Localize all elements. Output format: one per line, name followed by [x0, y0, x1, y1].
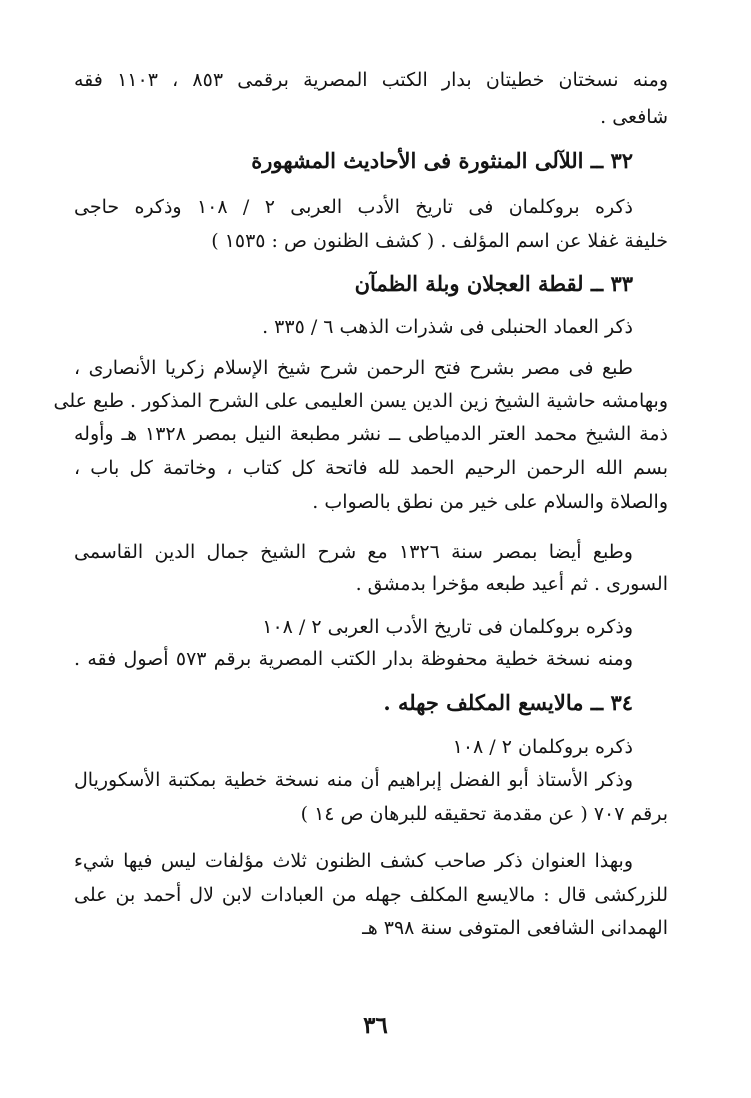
text-line: الهمدانى الشافعى المتوفى سنة ٣٩٨ هـ — [362, 917, 668, 939]
text-line: ذكر العماد الحنبلى فى شذرات الذهب ٦ / ٣٣٥ . — [262, 316, 633, 338]
text-line: ومنه نسخة خطية محفوظة بدار الكتب المصرية برقم ٥٧٣ أصول فقه . — [74, 648, 633, 670]
text-line: طبع فى مصر بشرح فتح الرحمن شرح شيخ الإسلام زكريا الأنصارى ، — [74, 357, 633, 379]
section-heading-34: ٣٤ ــ مالايسع المكلف جهله . — [383, 690, 633, 715]
text-line: وذكر الأستاذ أبو الفضل إبراهيم أن منه نسخة خطية بمكتبة الأسكوريال — [74, 769, 633, 791]
text-line: ومنه نسختان خطيتان بدار الكتب المصرية برقمى ٨٥٣ ، ١١٠٣ فقه — [74, 69, 668, 91]
text-line: ذمة الشيخ محمد العتر الدمياطى ــ نشر مطبعة النيل بمصر ١٣٢٨ هـ وأوله — [74, 423, 668, 445]
text-line: وبهذا العنوان ذكر صاحب كشف الظنون ثلاث مؤلفات ليس فيها شيء — [74, 850, 633, 872]
section-heading-33: ٣٣ ــ لقطة العجلان وبلة الظمآن — [354, 271, 633, 296]
text-line: ذكره بروكلمان ٢ / ١٠٨ — [452, 736, 633, 758]
text-line: ذكره بروكلمان فى تاريخ الأدب العربى ٢ / ١٠٨ وذكره حاجى — [74, 196, 633, 218]
text-line: وذكره بروكلمان فى تاريخ الأدب العربى ٢ / ١٠٨ — [262, 616, 633, 638]
text-line: وبهامشه حاشية الشيخ زين الدين يسن العليمى على الشرح المذكور . طبع على — [53, 390, 668, 412]
text-line: برقم ٧٠٧ ( عن مقدمة تحقيقه للبرهان ص ١٤ ) — [300, 803, 668, 825]
text-line: خليفة غفلا عن اسم المؤلف . ( كشف الظنون ص : ١٥٣٥ ) — [211, 230, 668, 252]
text-line: شافعى . — [600, 106, 668, 128]
text-line: السورى . ثم أعيد طبعه مؤخرا بدمشق . — [355, 573, 668, 595]
text-line: للزركشى قال : مالايسع المكلف جهله من العبادات لابن لال أحمد بن على — [74, 884, 668, 906]
text-line: بسم الله الرحمن الرحيم الحمد لله فاتحة كل كتاب ، وخاتمة كل باب ، — [74, 457, 668, 479]
section-heading-32: ٣٢ ــ اللآلى المنثورة فى الأحاديث المشهورة — [251, 148, 633, 173]
text-line: والصلاة والسلام على خير من نطق بالصواب . — [312, 491, 668, 513]
page-number: ٣٦ — [363, 1012, 388, 1039]
text-line: وطبع أيضا بمصر سنة ١٣٢٦ مع شرح الشيخ جمال الدين القاسمى — [74, 541, 633, 563]
